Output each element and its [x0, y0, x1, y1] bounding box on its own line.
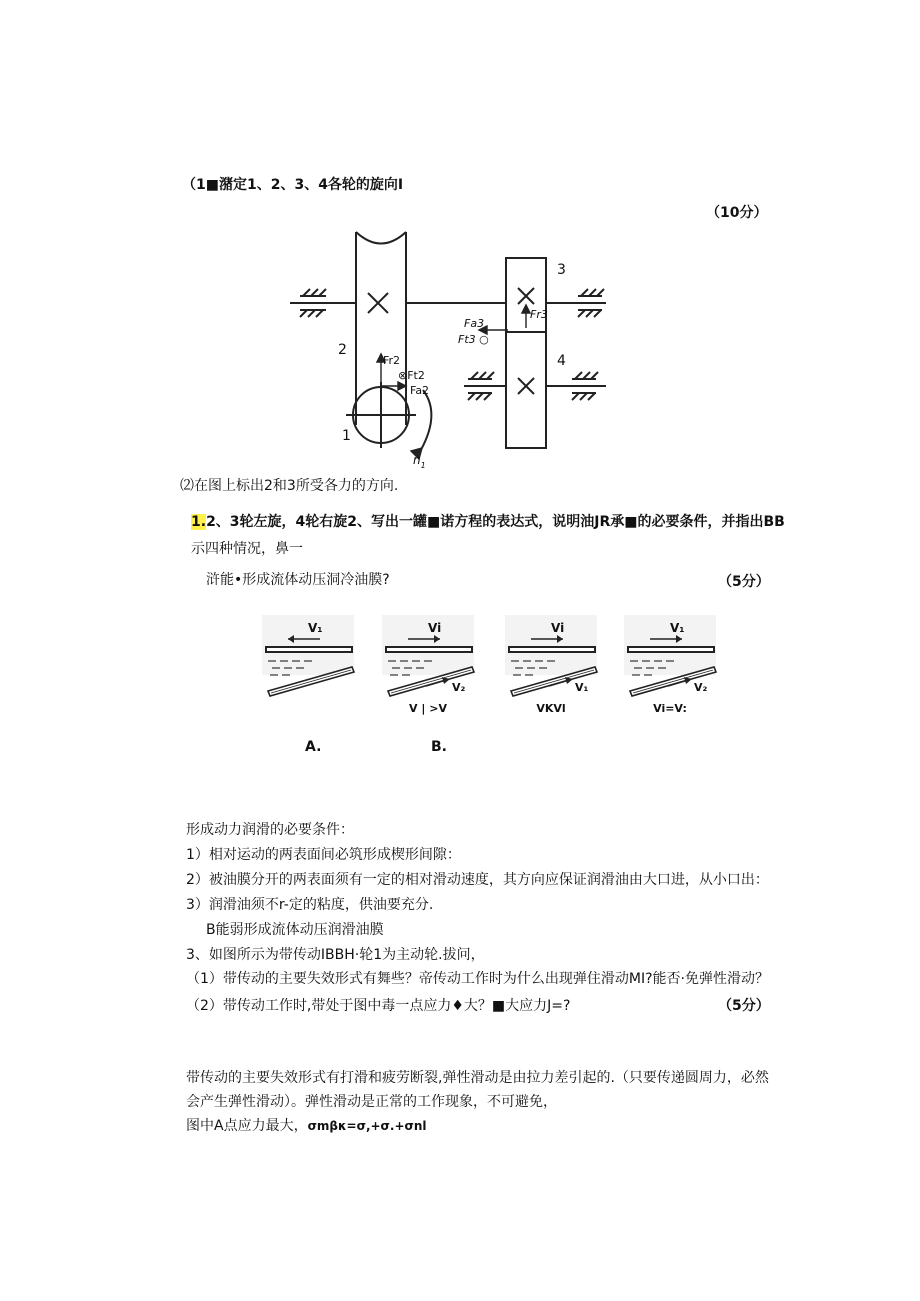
answer2-c3: 3）润滑油须不r-定的粘度，供油要充分.: [186, 897, 434, 913]
v2-label: V₁: [575, 681, 589, 694]
q3-p2: （2）带传动工作时,带处于图中毒一点应力♦大？■大应力J=?: [186, 998, 571, 1014]
film-panel-1: [262, 615, 354, 696]
v1-label: Vi: [551, 621, 565, 635]
panel-label-a: A.: [305, 739, 322, 755]
label-4: 4: [557, 353, 566, 369]
q1-line2: ⑵在图上标出2和3所受各力的方向.: [180, 478, 399, 494]
q2-score: （5分）: [718, 574, 770, 590]
q1-score: （10分）: [706, 205, 768, 221]
fa3-label: Fa3: [464, 317, 485, 330]
q1-answer-line1: 1.2、3轮左旋，4轮右旋2、写出一罐■诺方程的表达式，说明油JR承■的必要条件，并指出BB: [191, 514, 785, 530]
velocity-condition: V | >V: [409, 702, 447, 715]
q2-question: 浒能•形成流体动压洞冷油膜?: [206, 572, 390, 588]
film-panel-2: [382, 615, 474, 715]
answer2-c4: B能弱形成流体动压润滑油膜: [206, 922, 384, 938]
q1-answer-line2: 示四种情况，鼻一: [191, 541, 303, 557]
answer3-l3: 图中A点应力最大，σmβκ=σ,+σ.+σnl: [186, 1118, 427, 1134]
fr2-label: Fr2: [383, 354, 401, 367]
v1-label: V₁: [308, 621, 323, 635]
velocity-condition: Vi=V:: [653, 702, 687, 715]
fa2-label: Fa2: [410, 384, 430, 397]
ft3-label: Ft3 ○: [458, 333, 489, 346]
ft2-label: ⊗Ft2: [398, 369, 425, 382]
fr3-label: Fr3: [530, 308, 548, 321]
stress-formula: σmβκ=σ,+σ.+σnl: [307, 1119, 427, 1133]
film-panel-4: [624, 615, 716, 715]
velocity-condition: VKVl: [536, 702, 566, 715]
oil-film-diagram: [262, 615, 732, 720]
q3-score: （5分）: [718, 998, 770, 1014]
panel-label-b: B.: [431, 739, 447, 755]
q3-head: 3、如图所示为带传动IBBH·轮1为主动轮.拔问，: [186, 947, 485, 963]
n1-label: $n_1$: [413, 453, 426, 470]
answer-number: 1.: [191, 514, 207, 530]
label-1: 1: [342, 428, 351, 444]
v2-label: V₂: [452, 681, 466, 694]
film-panel-3: [505, 615, 597, 715]
label-3: 3: [557, 262, 566, 278]
v2-label: V₂: [694, 681, 708, 694]
answer3-l2: 会产生弹性滑动）。弹性滑动是正常的工作现象，不可避免，: [186, 1094, 557, 1110]
answer3-l1: 带传动的主要失效形式有打滑和疲劳断裂,弹性滑动是由拉力差引起的.（只要传递圆周力，必然: [186, 1070, 769, 1086]
answer2-title: 形成动力润滑的必要条件：: [186, 822, 354, 838]
q3-p1: （1）带传动的主要失效形式有舞些？帝传动工作时为什么出现弹住滑动MI?能否·免弹性滑动？: [186, 971, 769, 987]
answer2-c2: 2）被油膜分开的两表面须有一定的相对滑动速度，其方向应保证润滑油由大口进，从小口出：: [186, 872, 769, 888]
answer2-c1: 1）相对运动的两表面间必筑形成楔形间隙：: [186, 847, 461, 863]
label-2: 2: [338, 342, 347, 358]
v1-label: Vi: [428, 621, 442, 635]
v1-label: V₁: [670, 621, 685, 635]
q1-line1: （1■潴定1、2、3、4各轮的旋向I: [182, 177, 404, 193]
gear-diagram: [280, 210, 610, 475]
